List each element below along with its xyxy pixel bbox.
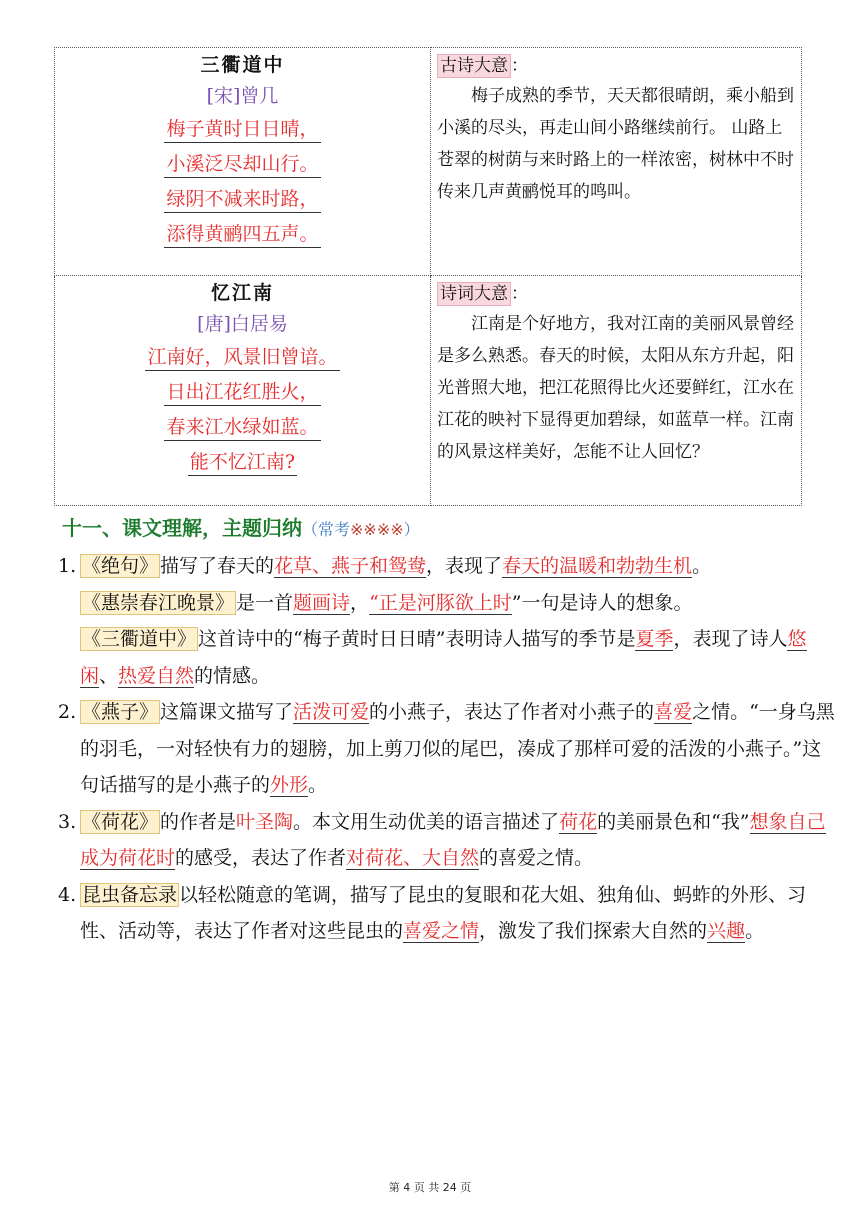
item-text: 的感受，表达了作者 (175, 847, 347, 869)
item-text: ，表现了 (426, 555, 503, 577)
frequency-stars: ※※※※ (350, 520, 404, 539)
poem-author: [宋]曾几 (206, 85, 279, 107)
poem-line: 梅子黄时日日晴， (164, 116, 320, 143)
poem-line: 能不忆江南? (188, 449, 297, 476)
meaning-label: 古诗大意 (437, 54, 511, 78)
item-text: 的作者是 (160, 810, 237, 833)
item-text: 以轻松随意的笔调，描写了昆虫的复眼和花大姐、独角仙、蚂蚱的外形、习性、活动等，表达了作者对这些昆虫的 (80, 883, 807, 942)
answer-blank: 夏季 (635, 628, 674, 650)
text-title-box: 《惠崇春江晚景》 (82, 591, 235, 614)
poem-title: 三衢道中 (200, 54, 285, 76)
poem-cell-sanqu (55, 48, 431, 276)
meaning-colon: ： (511, 284, 528, 304)
list-item (58, 877, 838, 950)
meaning-cell-yijiangnan (431, 276, 802, 506)
list-item (58, 548, 838, 694)
answer-blank: 兴趣 (707, 920, 746, 942)
item-number: 4. (58, 883, 77, 906)
item-text: 、 (99, 664, 119, 687)
answer-blank: 热爱自然 (118, 664, 195, 687)
text-title-box: 昆虫备忘录 (82, 883, 178, 906)
item-text: 这篇课文描写了 (160, 701, 294, 723)
item-text: 之情。“一身乌黑的羽毛，一对轻快有力的翅膀，加上剪刀似的尾巴，凑成了那样可爱的活泼的小燕子。”这句话描写的是小燕子的 (80, 701, 835, 796)
frequency-label-close: ） (403, 520, 420, 539)
section-title: 十一、课文理解，主题归纳 (62, 516, 302, 540)
answer-blank: 春天的温暖和勃勃生机 (502, 555, 693, 577)
meaning-cell-sanqu (431, 48, 802, 276)
item-text: ，表现了诗人 (673, 628, 788, 650)
answer-blank: 悠闲 (80, 628, 807, 687)
item-text: 。本文用生动优美的语言描述了 (293, 810, 560, 833)
poem-line: 添得黄鹂四五声。 (164, 221, 320, 248)
item-text: 的小燕子，表达了作者对小燕子的 (369, 701, 655, 723)
answer-blank: “正是河豚欲上时 (369, 591, 512, 614)
meaning-label: 诗词大意 (437, 282, 511, 306)
answer-blank: 活泼可爱 (293, 701, 370, 723)
answer-blank: 喜爱 (654, 701, 693, 723)
poem-cell-yijiangnan (55, 276, 431, 506)
answer-blank: 想象自己成为荷花时 (80, 810, 826, 869)
poem-line: 绿阴不减来时路， (164, 186, 320, 213)
page-footer: 第 4 页 共 24 页 (388, 1181, 472, 1194)
poem-line: 春来江水绿如蓝。 (164, 414, 320, 441)
meaning-text: 梅子成熟的季节，天天都很晴朗，乘小船到小溪的尽头，再走山间小路继续前行。 山路上苍翠的树荫与来时路上的一样浓密，树林中不时传来几声黄鹂悦耳的鸣叫。 (437, 86, 794, 202)
item-text: 。 (692, 555, 712, 577)
item-number: 2. (58, 701, 77, 723)
answer-blank: 对荷花、大自然 (346, 847, 480, 869)
text-title-box: 《燕子》 (82, 701, 159, 723)
item-text: ， (350, 591, 370, 614)
poem-table (54, 47, 802, 506)
poem-line: 江南好，风景旧曾谙。 (145, 344, 339, 371)
item-text: 。 (308, 774, 328, 796)
item-text: 这首诗中的“梅子黄时日日晴”表明诗人描写的季节是 (198, 628, 636, 650)
answer-blank: 题画诗 (293, 591, 351, 614)
item-text: 。 (745, 920, 765, 942)
poem-line: 小溪泛尽却山行。 (164, 151, 320, 178)
poem-author: [唐]白居易 (197, 313, 288, 335)
item-text: 的情感。 (194, 664, 271, 687)
answer-blank: 荷花 (559, 810, 598, 833)
item-text: 描写了春天的 (160, 555, 275, 577)
text-title-box: 《三衢道中》 (82, 628, 197, 650)
frequency-label-open: （常考 (302, 520, 351, 539)
item-text: ，激发了我们探索大自然的 (479, 920, 708, 942)
answer-blank: 花草、燕子和鸳鸯 (274, 555, 427, 577)
item-text: 的美丽景色和“我” (597, 810, 750, 833)
item-text: ”一句是诗人的想象。 (511, 591, 693, 614)
summary-list (58, 548, 838, 950)
item-text: 的喜爱之情。 (479, 847, 594, 869)
poem-title: 忆江南 (210, 282, 274, 304)
text-title-box: 《荷花》 (82, 810, 159, 833)
item-text: 是一首 (236, 591, 294, 614)
answer-blank: 喜爱之情 (403, 920, 480, 942)
answer-blank: 叶圣陶 (236, 810, 294, 833)
meaning-text: 江南是个好地方，我对江南的美丽风景曾经是多么熟悉。春天的时候，太阳从东方升起，阳光普照大地，把江花照得比火还要鲜红，江水在江花的映衬下显得更加碧绿，如蓝草一样。江南的风景这样美好，怎能不让人回忆？ (437, 314, 794, 462)
section-heading (62, 512, 420, 541)
list-item (58, 694, 838, 804)
item-number: 1. (58, 555, 77, 577)
text-title-box: 《绝句》 (82, 555, 159, 577)
item-number: 3. (58, 810, 77, 833)
list-item (58, 804, 838, 877)
meaning-colon: ： (511, 56, 528, 76)
poem-line: 日出江花红胜火， (164, 379, 320, 406)
answer-blank: 外形 (270, 774, 309, 796)
